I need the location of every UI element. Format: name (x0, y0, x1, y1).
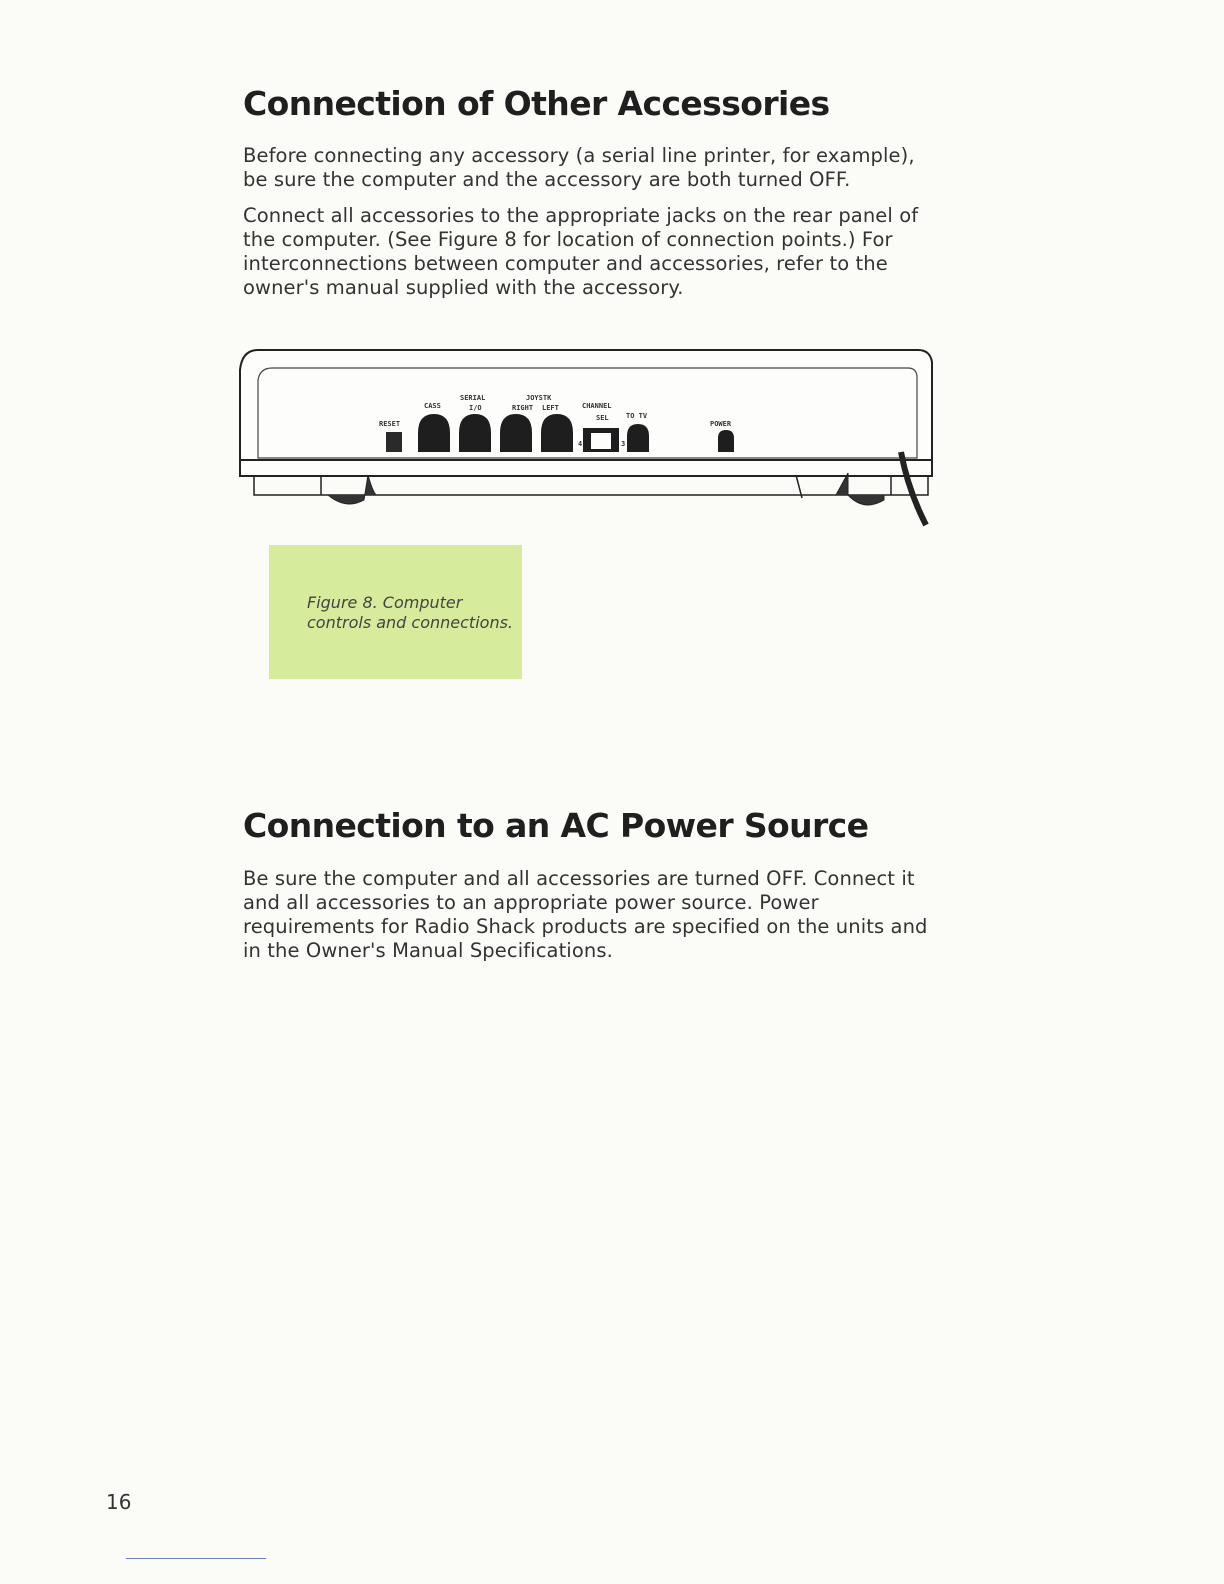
right-foot (836, 473, 884, 505)
figure-caption: Figure 8. Computer controls and connections. (307, 593, 513, 632)
label-joystk: JOYSTK (526, 394, 552, 402)
power-switch (718, 430, 734, 452)
section-heading-ac-power: Connection to an AC Power Source (243, 806, 869, 845)
jack-cass (418, 414, 450, 452)
label-sel: SEL (596, 414, 609, 422)
base-skirt (254, 476, 928, 495)
label-channel: CHANNEL (582, 402, 612, 410)
computer-rear-panel-illustration (236, 340, 946, 540)
label-cass: CASS (424, 402, 441, 410)
jack-to-tv (627, 424, 649, 452)
jack-joystick-left (541, 414, 573, 452)
label-to-tv: TO TV (626, 412, 648, 420)
page-number: 16 (106, 1490, 132, 1514)
label-power: POWER (710, 420, 732, 428)
label-left: LEFT (542, 404, 559, 412)
left-foot (328, 475, 376, 504)
label-channel-3: 3 (621, 440, 626, 448)
label-reset: RESET (379, 420, 401, 428)
jack-serial (459, 414, 491, 452)
paragraph-before-connecting: Before connecting any accessory (a serial line printer, for example), be sure the computer and the accessory are both turned OFF. (243, 144, 915, 191)
footer-rule (126, 1558, 266, 1559)
label-io: I/O (469, 404, 482, 412)
label-serial: SERIAL (460, 394, 486, 402)
reset-button (386, 432, 402, 452)
paragraph-connect-jacks: Connect all accessories to the appropriate jacks on the rear panel of the computer. (See Figure 8 for location of connection points.) For interconnections between computer and accessories, refer to the owner's manual supplied with the accessory. (243, 204, 919, 299)
label-right: RIGHT (512, 404, 534, 412)
jack-joystick-right (500, 414, 532, 452)
housing-base (240, 460, 932, 476)
section-heading-accessories: Connection of Other Accessories (243, 84, 830, 123)
label-channel-4: 4 (578, 440, 583, 448)
paragraph-power-source: Be sure the computer and all accessories are turned OFF. Connect it and all accessories to an appropriate power source. Power requirements for Radio Shack products are specified on the units and in the Owner's Manual Specifications. (243, 867, 928, 962)
figure-caption-box (269, 545, 522, 679)
